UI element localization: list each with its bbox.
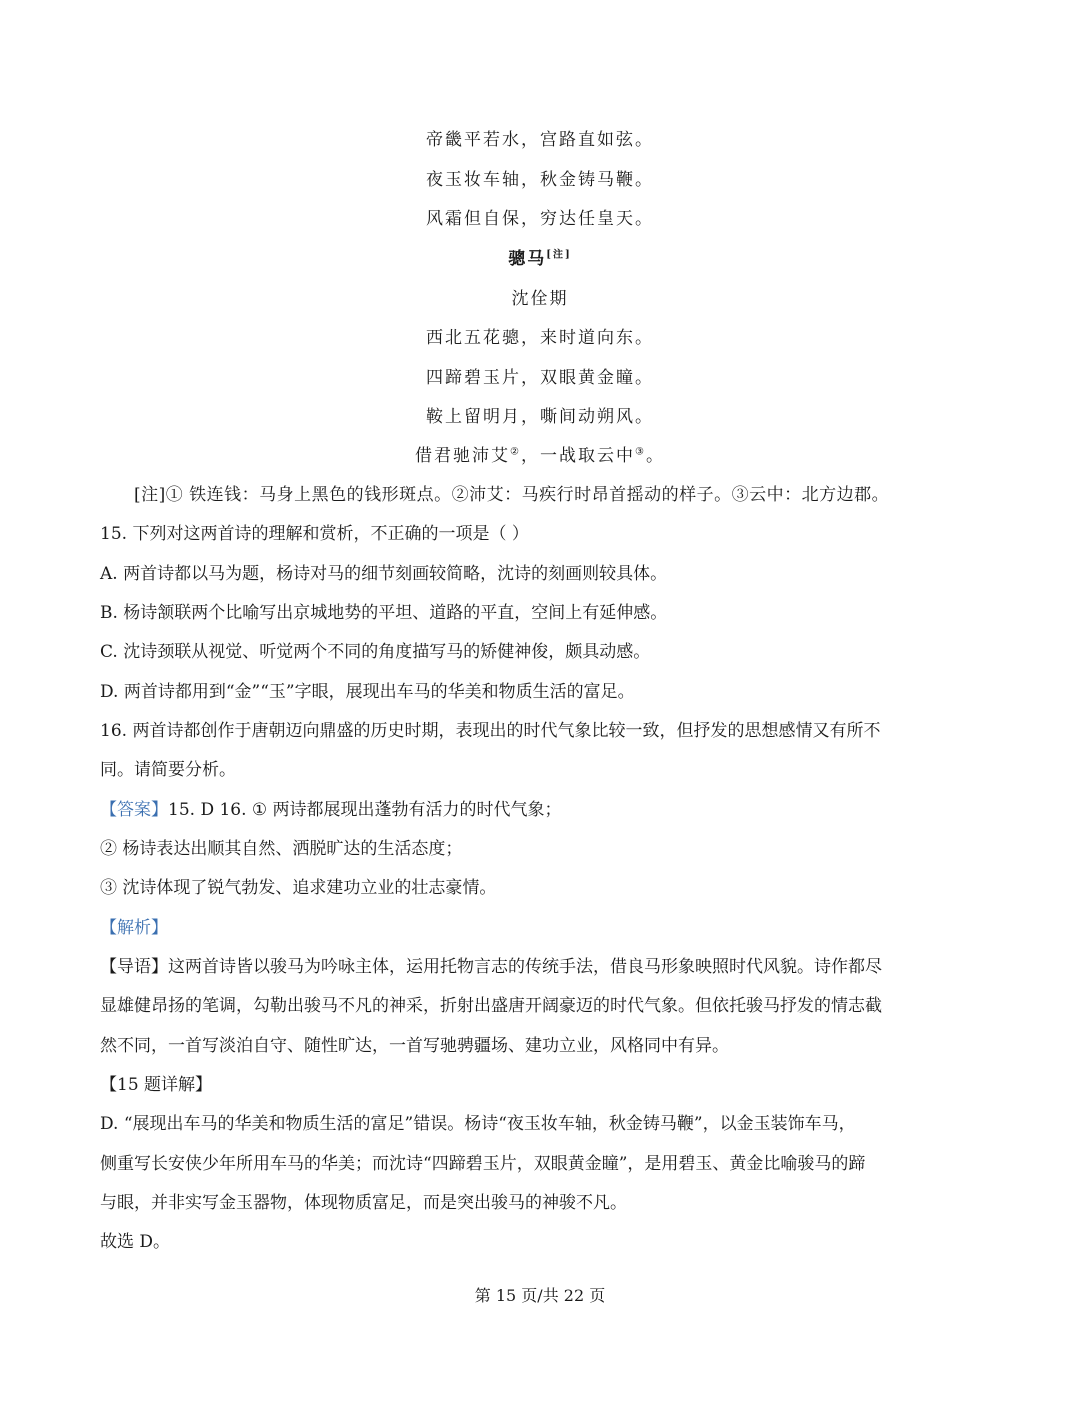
poem1-line-3: 风霜但自保，穷达任皇天。	[426, 209, 654, 229]
q15-option-c: C. 沈诗颈联从视觉、听觉两个不同的角度描写马的矫健神俊，颇具动感。	[100, 642, 651, 662]
poem2-line-2: 四蹄碧玉片，双眼黄金瞳。	[426, 368, 654, 388]
answer-line-2: ② 杨诗表达出顺其自然、洒脱旷达的生活态度；	[100, 839, 463, 859]
poem1-line-1: 帝畿平若水，宫路直如弦。	[426, 130, 654, 150]
detail-line-1: D. “展现出车马的华美和物质生活的富足”错误。杨诗“夜玉妆车轴，秋金铸马鞭”，以金玉装饰车马，	[100, 1114, 856, 1134]
detail-line-4: 故选 D。	[100, 1232, 171, 1252]
page-footer: 第 15 页/共 22 页	[474, 1286, 606, 1305]
poem2-line-4	[0, 444, 1080, 468]
poem1-line-2: 夜玉妆车轴，秋金铸马鞭。	[426, 170, 654, 190]
detail-line-3: 与眼，并非实写金玉器物，体现物质富足，而是突出骏马的神骏不凡。	[100, 1193, 627, 1213]
poem2-title-note: [注]	[546, 249, 572, 261]
answer-label: 【答案】	[100, 800, 168, 820]
answer-line-3: ③ 沈诗体现了锐气勃发、追求建功立业的壮志豪情。	[100, 878, 497, 898]
poem2-author: 沈佺期	[511, 289, 569, 309]
analysis-label: 【解析】	[100, 918, 168, 938]
detail-line-2: 侧重写长安侠少年所用车马的华美；而沈诗“四蹄碧玉片，双眼黄金瞳”，是用碧玉、黄金比喻骏马的蹄	[100, 1154, 866, 1174]
poem2-line-4-b: ，一战取云中	[521, 446, 635, 466]
poem2-line-4-c: 。	[645, 446, 665, 466]
q16-line-1: 16. 两首诗都创作于唐朝迈向鼎盛的历史时期，表现出的时代气象比较一致，但抒发的思想感情又有所不	[100, 721, 881, 741]
analysis-intro-3: 然不同，一首写淡泊自守、随性旷达，一首写驰骋疆场、建功立业，风格同中有异。	[100, 1036, 729, 1056]
q15-stem: 15. 下列对这两首诗的理解和赏析，不正确的一项是（ ）	[100, 524, 529, 544]
detail-label: 【15 题详解】	[100, 1075, 213, 1095]
note-ref-3: ③	[635, 446, 646, 458]
q15-option-d: D. 两首诗都用到“金”“玉”字眼，展现出车马的华美和物质生活的富足。	[100, 682, 635, 702]
poem2-title	[0, 247, 1080, 271]
answer-text-1: 15. D 16. ① 两诗都展现出蓬勃有活力的时代气象；	[168, 800, 562, 820]
poem2-line-4-a: 借君驰沛艾	[415, 446, 511, 466]
poem2-title-text: 骢马	[508, 249, 547, 269]
analysis-intro-1: 【导语】这两首诗皆以骏马为吟咏主体，运用托物言志的传统手法，借良马形象映照时代风貌。诗作都尽	[100, 957, 882, 977]
answer-line-1	[100, 798, 562, 822]
poem2-line-3: 鞍上留明月，嘶间动朔风。	[426, 407, 654, 427]
q15-option-b: B. 杨诗颔联两个比喻写出京城地势的平坦、道路的平直，空间上有延伸感。	[100, 603, 668, 623]
analysis-intro-2: 显雄健昂扬的笔调，勾勒出骏马不凡的神采，折射出盛唐开阔豪迈的时代气象。但依托骏马抒发的情志截	[100, 996, 882, 1016]
poem2-line-1: 西北五花骢，来时道向东。	[426, 328, 654, 348]
note-ref-2: ②	[510, 446, 521, 458]
q16-line-2: 同。请简要分析。	[100, 760, 236, 780]
poem-note: [注]① 铁连钱：马身上黑色的钱形斑点。②沛艾：马疾行时昂首摇动的样子。③云中：北方边郡。	[134, 485, 890, 505]
q15-option-a: A. 两首诗都以马为题，杨诗对马的细节刻画较简略，沈诗的刻画则较具体。	[100, 564, 668, 584]
